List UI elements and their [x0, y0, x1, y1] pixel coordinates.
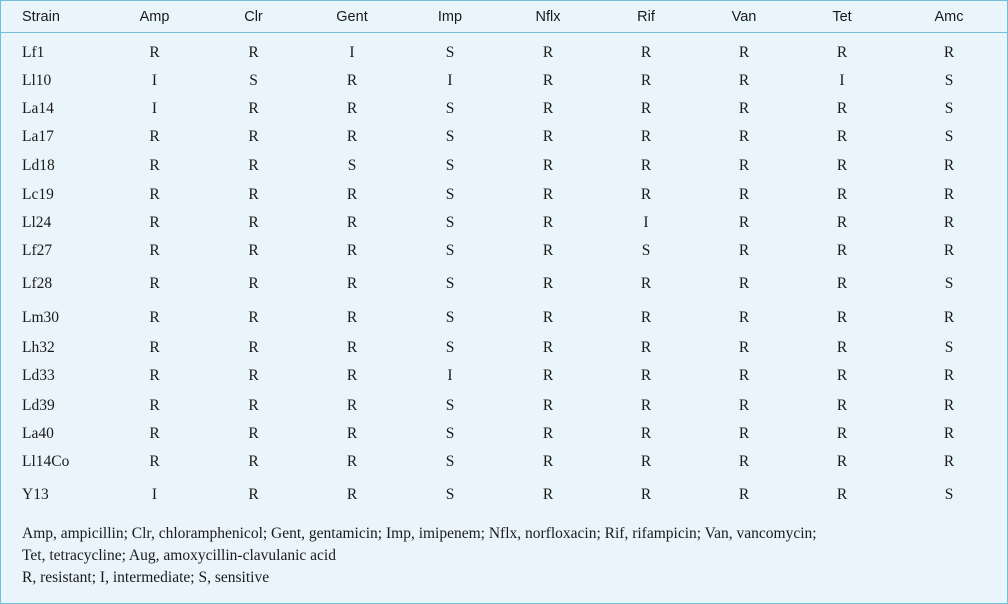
result-cell: I	[447, 71, 453, 89]
result-cell: I	[151, 71, 158, 89]
result-cell: R	[346, 185, 358, 203]
result-cell: R	[738, 485, 750, 503]
result-cell: S	[445, 185, 455, 203]
result-cell: R	[836, 100, 848, 117]
result-cell: R	[738, 128, 750, 145]
result-cell: S	[445, 128, 455, 145]
result-cell: R	[836, 185, 848, 203]
result-cell: R	[542, 44, 554, 61]
result-cell: R	[346, 425, 358, 442]
result-cell: R	[149, 44, 160, 61]
result-cell: R	[149, 242, 160, 259]
table-row	[1, 237, 1007, 265]
result-cell: R	[738, 396, 750, 414]
column-header-tet: Tet	[793, 1, 891, 33]
result-cell: R	[738, 338, 750, 356]
result-cell: R	[738, 453, 750, 470]
table-row	[1, 265, 1007, 302]
result-cell: R	[149, 128, 160, 145]
result-cell: R	[542, 338, 554, 356]
result-cell: R	[738, 274, 750, 292]
result-cell: R	[542, 453, 554, 470]
result-cell: R	[542, 425, 554, 442]
result-cell: S	[445, 242, 455, 259]
result-cell: R	[943, 156, 955, 174]
result-cell: R	[248, 100, 259, 117]
strain-cell: Ld39	[22, 396, 55, 414]
result-cell: R	[640, 274, 652, 292]
table-row	[1, 95, 1007, 123]
result-cell: R	[640, 71, 652, 89]
result-cell: R	[149, 214, 160, 231]
result-cell: R	[836, 44, 848, 61]
result-cell: R	[149, 367, 160, 384]
strain-cell: Lf27	[22, 242, 53, 259]
result-cell: R	[149, 396, 160, 414]
result-cell: S	[944, 71, 954, 89]
column-header-amp: Amp	[105, 1, 204, 33]
spacer-cell	[1, 33, 1007, 41]
result-cell: S	[445, 425, 455, 442]
result-cell: R	[346, 309, 358, 326]
result-cell: R	[542, 242, 554, 259]
result-cell: R	[943, 185, 955, 203]
result-cell: S	[445, 274, 455, 292]
result-cell: S	[944, 100, 954, 117]
result-cell: R	[248, 338, 259, 356]
result-cell: R	[640, 44, 652, 61]
result-cell: S	[944, 274, 954, 292]
result-cell: I	[349, 44, 355, 61]
result-cell: R	[640, 100, 652, 117]
result-cell: S	[445, 453, 455, 470]
column-header-nflx: Nflx	[499, 1, 597, 33]
result-cell: R	[738, 367, 750, 384]
result-cell: S	[445, 44, 455, 61]
strain-cell: Ld18	[22, 156, 55, 174]
result-cell: R	[248, 309, 259, 326]
result-cell: R	[836, 309, 848, 326]
result-cell: R	[738, 185, 750, 203]
result-cell: R	[346, 242, 358, 259]
table-row	[1, 123, 1007, 151]
strain-cell: Lh32	[22, 338, 55, 356]
result-cell: R	[943, 309, 955, 326]
result-cell: R	[943, 214, 955, 231]
result-cell: R	[346, 396, 358, 414]
result-cell: R	[836, 485, 848, 503]
strain-cell: Ll24	[22, 214, 52, 231]
table-footnote	[22, 523, 992, 589]
result-cell: R	[943, 242, 955, 259]
result-cell: R	[542, 396, 554, 414]
result-cell: R	[542, 100, 554, 117]
result-cell: R	[346, 338, 358, 356]
table-row	[1, 180, 1007, 209]
result-cell: R	[248, 453, 259, 470]
result-cell: R	[248, 156, 259, 174]
result-cell: R	[640, 367, 652, 384]
result-cell: R	[542, 214, 554, 231]
result-cell: R	[248, 274, 259, 292]
result-cell: R	[738, 100, 750, 117]
strain-cell: Lf1	[22, 44, 45, 61]
table-row	[1, 334, 1007, 361]
result-cell: R	[346, 100, 358, 117]
footnote-legend: R, resistant; I, intermediate; S, sensitive	[22, 569, 270, 586]
result-cell: S	[445, 156, 455, 174]
result-cell: R	[836, 338, 848, 356]
result-cell: R	[836, 242, 848, 259]
result-cell: R	[248, 185, 259, 203]
strain-cell: Y13	[22, 485, 49, 503]
result-cell: R	[836, 396, 848, 414]
table-row	[1, 448, 1007, 476]
result-cell: S	[249, 71, 258, 89]
column-header-strain: Strain	[1, 1, 105, 33]
result-cell: R	[149, 156, 160, 174]
result-cell: R	[248, 242, 259, 259]
result-cell: S	[445, 309, 455, 326]
header-row	[1, 1, 1007, 33]
result-cell: R	[738, 214, 750, 231]
result-cell: R	[943, 425, 955, 442]
result-cell: R	[640, 485, 652, 503]
result-cell: R	[738, 425, 750, 442]
table-row	[1, 302, 1007, 334]
result-cell: R	[738, 156, 750, 174]
result-cell: R	[836, 128, 848, 145]
result-cell: R	[542, 71, 554, 89]
column-header-gent: Gent	[303, 1, 401, 33]
table-row	[1, 476, 1007, 513]
result-cell: R	[346, 485, 358, 503]
result-cell: R	[346, 274, 358, 292]
spacer-row	[1, 33, 1007, 41]
result-cell: R	[149, 185, 160, 203]
table-row	[1, 40, 1007, 66]
table-row	[1, 391, 1007, 420]
column-header-amc: Amc	[891, 1, 1007, 33]
result-cell: S	[944, 485, 954, 503]
result-cell: R	[640, 185, 652, 203]
result-cell: R	[542, 274, 554, 292]
result-cell: R	[738, 71, 750, 89]
result-cell: R	[542, 128, 554, 145]
result-cell: I	[643, 214, 649, 231]
result-cell: S	[445, 396, 455, 414]
column-header-van: Van	[695, 1, 793, 33]
result-cell: R	[836, 367, 848, 384]
table-row	[1, 66, 1007, 95]
result-cell: S	[445, 338, 455, 356]
result-cell: R	[248, 367, 259, 384]
strain-cell: Ll14Co	[22, 453, 70, 470]
strain-cell: La17	[22, 128, 54, 145]
result-cell: R	[248, 128, 259, 145]
result-cell: R	[943, 367, 955, 384]
result-cell: I	[151, 100, 158, 117]
resistance-table	[1, 1, 1007, 513]
result-cell: R	[738, 242, 750, 259]
strain-cell: La40	[22, 425, 54, 442]
table-row	[1, 209, 1007, 237]
result-cell: R	[248, 214, 259, 231]
result-cell: R	[836, 425, 848, 442]
result-cell: R	[542, 156, 554, 174]
result-cell: I	[151, 485, 158, 503]
result-cell: R	[149, 425, 160, 442]
result-cell: S	[641, 242, 651, 259]
table-body	[1, 33, 1007, 514]
strain-cell: Lc19	[22, 185, 54, 203]
result-cell: R	[149, 309, 160, 326]
result-cell: S	[445, 485, 455, 503]
strain-cell: Ld33	[22, 367, 55, 384]
result-cell: R	[346, 128, 358, 145]
column-header-clr: Clr	[204, 1, 303, 33]
result-cell: R	[542, 367, 554, 384]
result-cell: R	[149, 338, 160, 356]
column-header-rif: Rif	[597, 1, 695, 33]
result-cell: S	[944, 128, 954, 145]
result-cell: R	[943, 396, 955, 414]
result-cell: I	[447, 367, 453, 384]
column-header-imp: Imp	[401, 1, 499, 33]
result-cell: S	[944, 338, 954, 356]
result-cell: R	[346, 453, 358, 470]
result-cell: R	[149, 453, 160, 470]
result-cell: R	[738, 44, 750, 61]
result-cell: R	[248, 396, 259, 414]
result-cell: R	[640, 338, 652, 356]
result-cell: R	[542, 309, 554, 326]
footnote-abbreviations-line-1: Amp, ampicillin; Clr, chloramphenicol; Gent, gentamicin; Imp, imipenem; Nflx, norfloxacin; Rif, rifampicin; Van, vancomycin;	[22, 525, 817, 542]
result-cell: R	[640, 453, 652, 470]
result-cell: R	[346, 71, 358, 89]
result-cell: R	[640, 309, 652, 326]
strain-cell: Lf28	[22, 274, 53, 292]
result-cell: R	[542, 485, 554, 503]
result-cell: R	[346, 214, 358, 231]
result-cell: S	[347, 156, 357, 174]
table-row	[1, 151, 1007, 180]
result-cell: R	[836, 453, 848, 470]
result-cell: R	[943, 453, 955, 470]
result-cell: R	[248, 425, 259, 442]
result-cell: R	[149, 274, 160, 292]
strain-cell: La14	[22, 100, 54, 117]
result-cell: R	[640, 425, 652, 442]
result-cell: I	[839, 71, 845, 89]
result-cell: R	[836, 156, 848, 174]
result-cell: R	[640, 128, 652, 145]
result-cell: S	[445, 214, 455, 231]
footnote-abbreviations-line-2: Tet, tetracycline; Aug, amoxycillin-clavulanic acid	[22, 547, 336, 564]
result-cell: R	[640, 156, 652, 174]
result-cell: R	[836, 214, 848, 231]
result-cell: S	[445, 100, 455, 117]
strain-cell: Ll10	[22, 71, 52, 89]
result-cell: R	[248, 485, 259, 503]
table-row	[1, 361, 1007, 391]
result-cell: R	[943, 44, 955, 61]
result-cell: R	[542, 185, 554, 203]
result-cell: R	[248, 44, 259, 61]
result-cell: R	[346, 367, 358, 384]
table-row	[1, 420, 1007, 448]
result-cell: R	[836, 274, 848, 292]
result-cell: R	[738, 309, 750, 326]
strain-cell: Lm30	[22, 309, 60, 326]
result-cell: R	[640, 396, 652, 414]
